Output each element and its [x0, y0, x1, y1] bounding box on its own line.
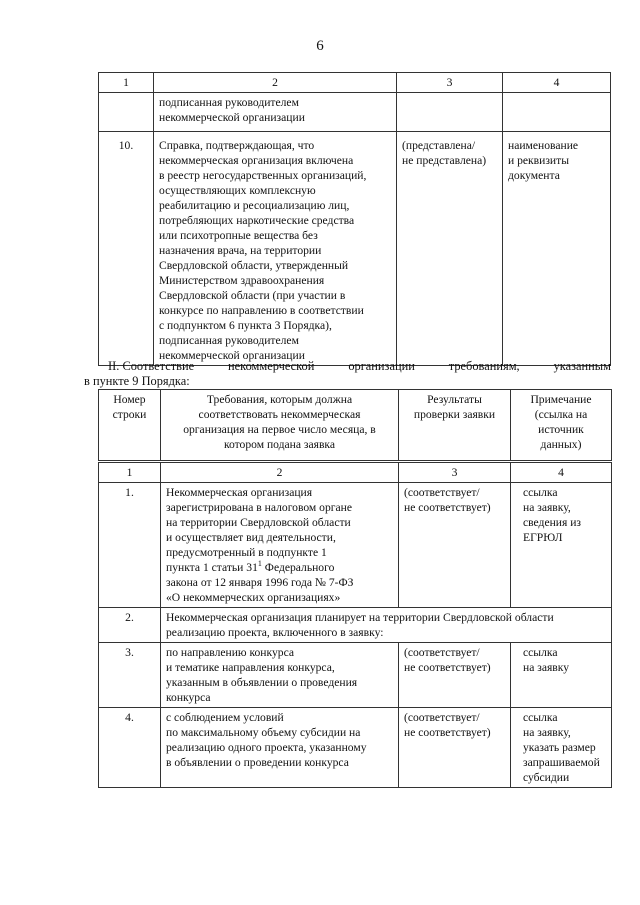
header-row-number: Номер строки: [99, 390, 161, 462]
header-note: Примечание (ссылка на источник данных): [511, 390, 612, 462]
table-row: [99, 483, 612, 608]
row-note: наименование и реквизиты документа: [503, 132, 611, 366]
row-number: 3.: [99, 643, 161, 708]
header-requirements: Требования, которым должна соответствовать некоммерческая организация на первое число месяца, в котором подана заявка: [161, 390, 399, 462]
row-status: (представлена/ не представлена): [397, 132, 503, 366]
row-result: (соответствует/ не соответствует): [399, 483, 511, 608]
row-text: с соблюдением условий по максимальному объему субсидии на реализацию одного проекта, указанному в объявлении о проведении конкурса: [161, 708, 399, 788]
column-numbers-row: 1 2 3 4: [99, 462, 612, 483]
row-text: Некоммерческая организация зарегистрирована в налоговом органе на территории Свердловской области и осуществляет вид деятельности, предусмотренный в подпункте 1 пункта 1 статьи $31^1$ Федерального закона от 12 января 1996 года № 7-ФЗ «О некоммерческих организациях»: [161, 483, 399, 608]
row-result: (соответствует/ не соответствует): [399, 708, 511, 788]
header-col-1: 1: [99, 73, 154, 93]
row-number: 1.: [99, 483, 161, 608]
row-text: по направлению конкурса и тематике направления конкурса, указанным в объявлении о проведения конкурса: [161, 643, 399, 708]
table-row: [99, 132, 611, 366]
header-results: Результаты проверки заявки: [399, 390, 511, 462]
row-text: подписанная руководителем некоммерческой организации: [154, 93, 397, 132]
row-text: Справка, подтверждающая, что некоммерческая организация включена в реестр негосударственных организаций, осуществляющих комплексную реабилитацию и ресоциализацию лиц, потребляющих наркотические средства или психотропные вещества без назначения врача, на территории Свердловской области, утвержденный Министерством здравоохранения Свердловской области (при участии в конкурсе по направлению в соответствии с подпунктом 6 пункта 3 Порядка), подписанная руководителем некоммерческой организации: [154, 132, 397, 366]
table-header-row: [99, 390, 612, 462]
section-heading: II. Соответствие некоммерческой организации требованиям, указанным в пункте 9 Порядка:: [84, 359, 611, 388]
row-result: (соответствует/ не соответствует): [399, 643, 511, 708]
header-col-2: 2: [154, 73, 397, 93]
table-row: [99, 608, 612, 643]
table-header-row: [99, 73, 611, 93]
row-number: 4.: [99, 708, 161, 788]
header-col-4: 4: [503, 73, 611, 93]
row-note: ссылка на заявку, указать размер запрашиваемой субсидии: [511, 708, 612, 788]
row-number: 10.: [99, 132, 154, 366]
header-col-3: 3: [397, 73, 503, 93]
row-note: ссылка на заявку: [511, 643, 612, 708]
row-text: Некоммерческая организация планирует на территории Свердловской области реализацию проекта, включенного в заявку:: [161, 608, 612, 643]
table-row: [99, 93, 611, 132]
requirements-table-continued: [98, 72, 611, 366]
compliance-table: [98, 389, 612, 788]
table-row: [99, 708, 612, 788]
table-row: [99, 643, 612, 708]
row-number: 2.: [99, 608, 161, 643]
row-note: ссылка на заявку, сведения из ЕГРЮЛ: [511, 483, 612, 608]
page-number: 6: [316, 38, 324, 54]
